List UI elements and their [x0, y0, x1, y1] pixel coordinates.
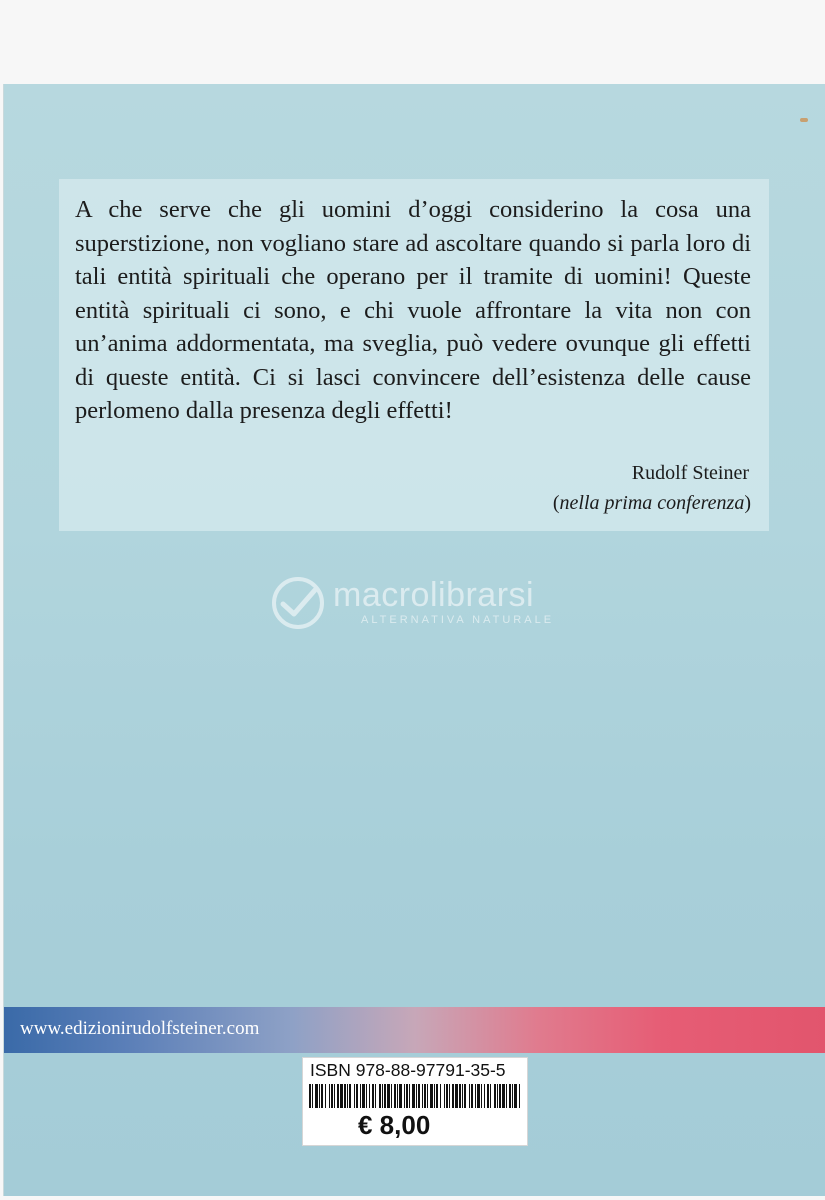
- quote-author: Rudolf Steiner: [631, 462, 749, 484]
- watermark-name: macrolibrarsi: [333, 576, 535, 614]
- publisher-website: www.edizionirudolfsteiner.com: [20, 1018, 260, 1039]
- isbn-label: ISBN 978-88-97791-35-5: [310, 1060, 506, 1080]
- barcode-sticker: [302, 1057, 528, 1146]
- quote-source: [553, 492, 751, 515]
- quote-source-open: (: [552, 492, 560, 514]
- back-cover: [3, 84, 825, 1196]
- quote-source-title: nella prima conferenza: [559, 492, 745, 514]
- publisher-band: [4, 1007, 825, 1053]
- price-label: € 8,00: [358, 1110, 431, 1140]
- quote-box: [59, 179, 769, 531]
- leaf-check-icon: [269, 574, 327, 632]
- macrolibrarsi-watermark: [269, 574, 569, 634]
- watermark-tagline: ALTERNATIVA NATURALE: [361, 614, 555, 626]
- barcode: [309, 1084, 521, 1108]
- corner-mark: [800, 118, 808, 122]
- quote-source-close: ): [744, 492, 751, 514]
- quote-text: A che serve che gli uomini d’oggi considerino la cosa una superstizione, non vogliano stare ad ascoltare quando si parla loro di tali entità spirituali che operano per il tramite di uomini! Queste entità spirituali ci sono, e chi vuole affrontare la vita non con un’anima addormentata, ma sveglia, può vedere ovunque gli effetti di queste entità. Ci si lasci convincere dell’esistenza delle cause perlomeno dalla presenza degli effetti!: [75, 196, 751, 424]
